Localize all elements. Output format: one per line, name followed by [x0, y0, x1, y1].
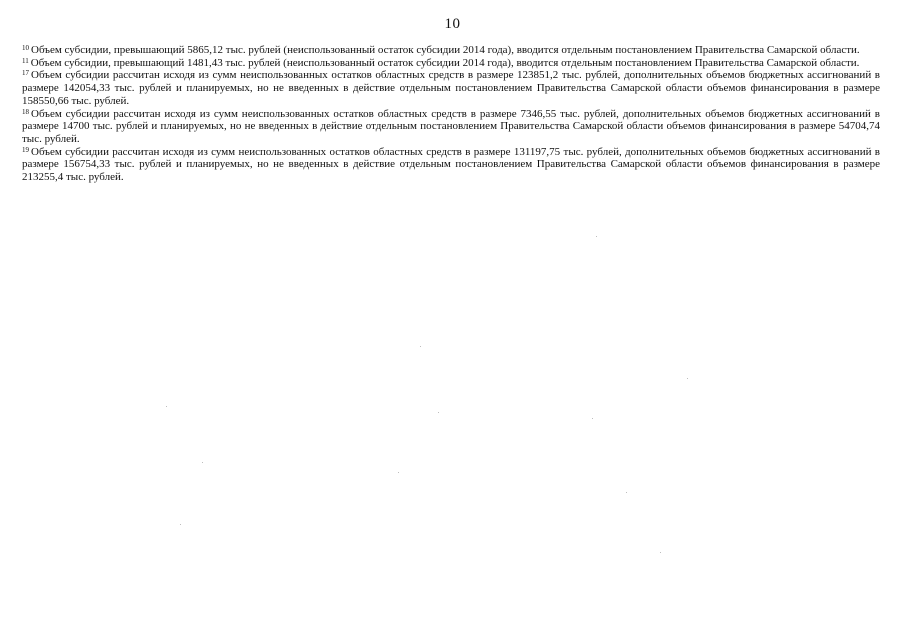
footnote-marker: 18 — [22, 107, 29, 116]
page-number: 10 — [444, 16, 461, 32]
footnote-marker: 19 — [22, 145, 29, 154]
scan-speck — [687, 378, 688, 379]
footnote-10 — [22, 44, 880, 57]
footnote-text: Объем субсидии, превышающий 1481,43 тыс. рублей (неиспользованный остаток субсидии 2014 года), вводится отдельным постановлением Правительства Самарской области. — [30, 56, 860, 69]
scan-speck — [180, 524, 181, 525]
scan-speck — [438, 412, 439, 413]
scan-speck — [596, 236, 597, 237]
scan-speck — [420, 346, 421, 347]
footnote-marker: 10 — [22, 44, 29, 52]
footnote-marker: 17 — [22, 69, 29, 78]
scan-speck — [166, 406, 167, 407]
footnote-text: Объем субсидии рассчитан исходя из сумм неиспользованных остатков областных средств в размере 131197,75 тыс. рублей, дополнительных объемов бюджетных ассигнований в размере 156754,33 тыс. рублей и планируемых, но не введенных в действие отдельным постановлением Правительства Самарской области объемов финансирования в размере 213255,4 тыс. рублей. — [22, 145, 880, 184]
footnote-18 — [22, 108, 880, 146]
footnote-text: Объем субсидии рассчитан исходя из сумм неиспользованных остатков областных средств в размере 7346,55 тыс. рублей, дополнительных объемов бюджетных ассигнований в размере 14700 тыс. рублей и планируемых, но не введенных в действие отдельным постановлением Правительства Самарской области объемов финансирования в размере 54704,74 тыс. рублей. — [22, 107, 880, 145]
footnote-marker: 11 — [22, 56, 29, 65]
footnote-11 — [22, 57, 880, 70]
footnotes-list — [22, 44, 880, 184]
scan-speck — [202, 462, 203, 463]
scan-speck — [626, 492, 627, 493]
scan-speck — [398, 472, 399, 473]
footnote-17 — [22, 69, 880, 107]
footnote-text: Объем субсидии, превышающий 5865,12 тыс. рублей (неиспользованный остаток субсидии 2014 года), вводится отдельным постановлением Правительства Самарской области. — [31, 44, 860, 56]
footnote-19 — [22, 146, 880, 184]
scan-speck — [592, 418, 593, 419]
scan-speck — [660, 552, 661, 553]
footnote-text: Объем субсидии рассчитан исходя из сумм неиспользованных остатков областных средств в размере 123851,2 тыс. рублей, дополнительных объемов бюджетных ассигнований в размере 142054,33 тыс. рублей и планируемых, но не введенных в действие отдельным постановлением Правительства Самарской области объемов финансирования в размере 158550,66 тыс. рублей. — [22, 69, 880, 107]
